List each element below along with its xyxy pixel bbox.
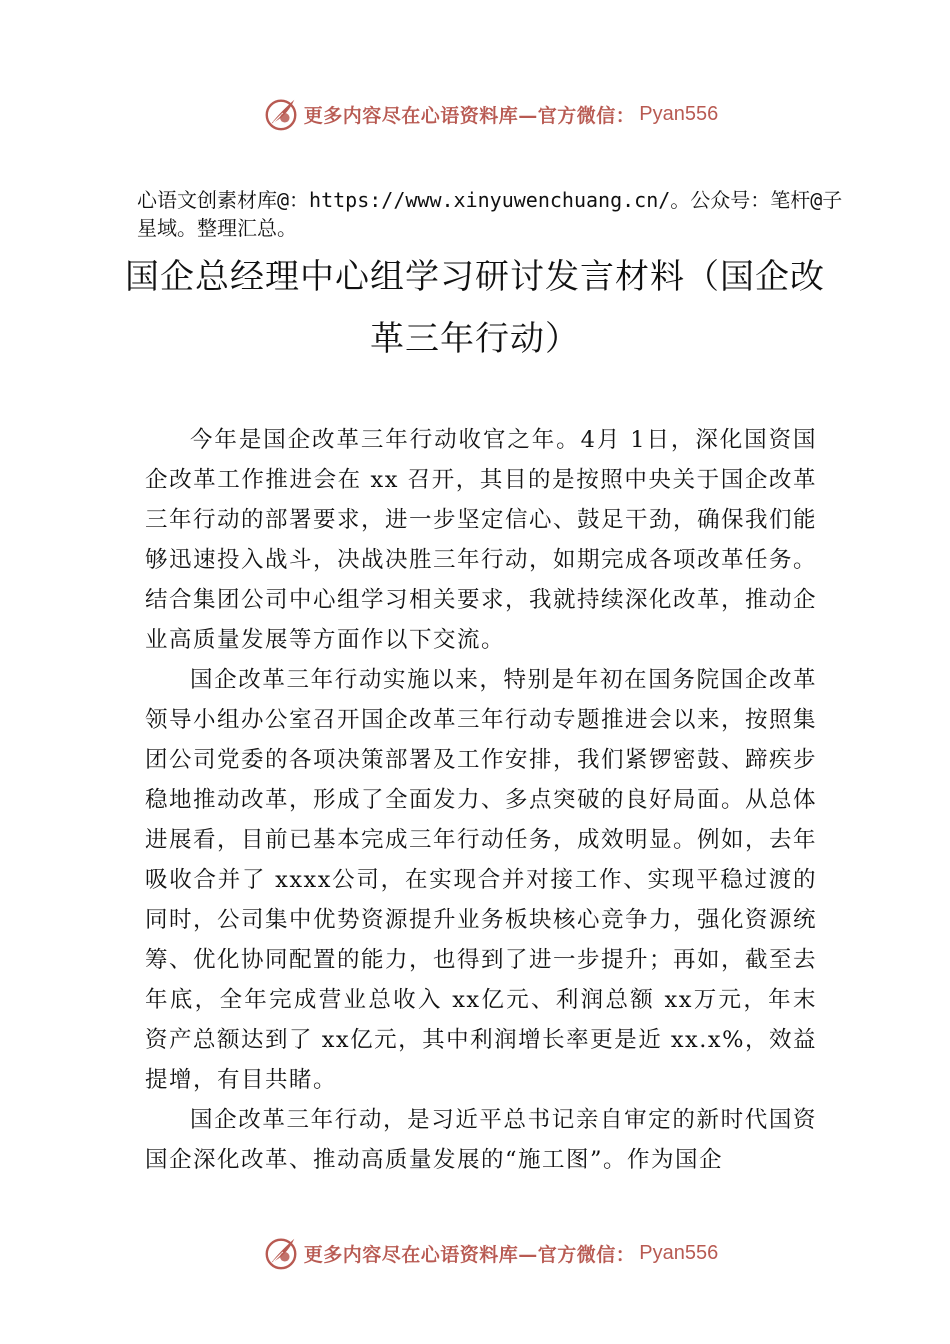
document-title: 国企总经理中心组学习研讨发言材料（国企改革三年行动） [125, 257, 825, 359]
header-banner [0, 92, 950, 136]
banner-text: 更多内容尽在心语资料库—官方微信： [303, 1243, 636, 1266]
paragraph-1: 今年是国企改革三年行动收官之年。4月 1日，深化国资国企改革工作推进会在 xx 召开，其目的是按照中央关于国企改革三年行动的部署要求，进一步坚定信心、鼓足干劲，确保我们能够迅速投入战斗，决战决胜三年行动，如期完成各项改革任务。结合集团公司中心组学习相关要求，我就持续深化改革，推动企业高质量发展等方面作以下交流。 [145, 427, 818, 653]
source-note: 心语文创素材库@：https://www.xinyuwenchuang.cn/。公众号：笔杆@子星域。整理汇总。 [137, 188, 843, 240]
paragraph-2: 国企改革三年行动实施以来，特别是年初在国务院国企改革领导小组办公室召开国企改革三年行动专题推进会以来，按照集团公司党委的各项决策部署及工作安排，我们紧锣密鼓、蹄疾步稳地推动改革，形成了全面发力、多点突破的良好局面。从总体进展看，目前已基本完成三年行动任务，成效明显。例如，去年吸收合并了 xxxx公司，在实现合并对接工作、实现平稳过渡的同时，公司集中优势资源提升业务板块核心竞争力，强化资源统筹、优化协同配置的能力，也得到了进一步提升；再如，截至去年底，全年完成营业总收入 xx亿元、利润总额 xx万元，年末资产总额达到了 xx亿元，其中利润增长率更是近 xx.x%，效益提增，有目共睹。 [145, 667, 818, 1093]
document-body [145, 420, 817, 1180]
quill-logo-icon [262, 1234, 300, 1272]
paragraph-3: 国企改革三年行动，是习近平总书记亲自审定的新时代国资国企深化改革、推动高质量发展的“施工图”。作为国企 [145, 1107, 817, 1173]
quill-logo-icon [262, 95, 300, 133]
banner-content [262, 95, 718, 133]
banner-content [262, 1234, 718, 1272]
banner-wechat-id: Pyan556 [639, 1241, 719, 1264]
banner-text: 更多内容尽在心语资料库—官方微信： [303, 104, 636, 127]
banner-wechat-id: Pyan556 [639, 102, 719, 125]
footer-banner [0, 1231, 950, 1275]
